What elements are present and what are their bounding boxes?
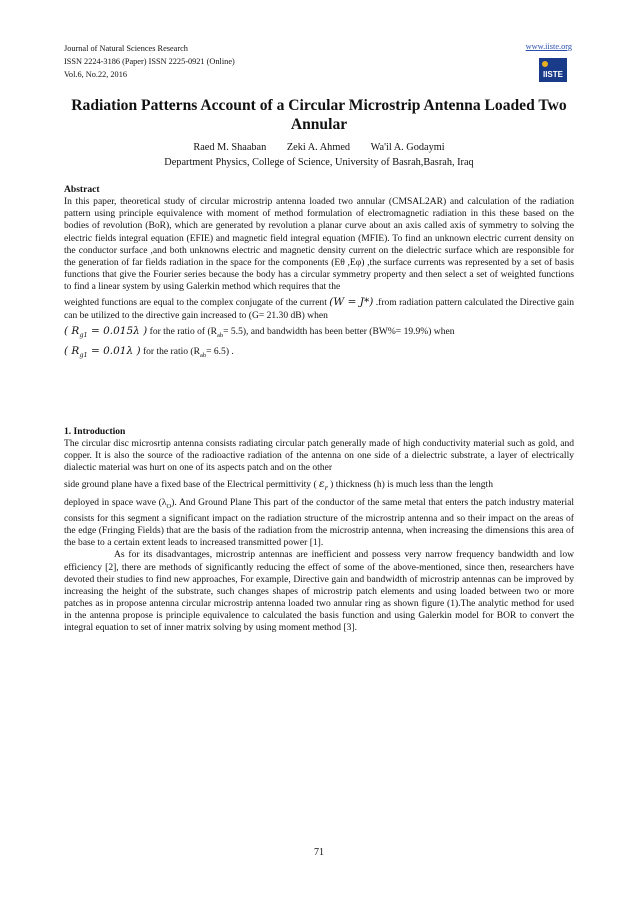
- abstract-paragraph: weighted functions are equal to the complex conjugate of the current (W = J*) .from radiation pattern calculated the Directive gain can be utilized to the directive gain increased to (G= 21.30 dB) when: [64, 296, 575, 321]
- abstract-paragraph: In this paper, theoretical study of circular microstrip antenna loaded two annular (CMSAL2AR) and calculation of the radiation pattern using principle equivalence with moment of method formulation of electromagnetic radiation in this these based on the bodies of revolution (BoR), which are generated by revolution a planar curve about an axis called axis of symmetry to solving the electric fields integral equation (EFIE) and magnetic field integral equation (MFIE). To find an unknown electric current density on the conductor surface ,and both unknowns electric and magnetic density current on the dielectric surface which are responsible for the generation of far fields radiation in the space for the components (Eθ ,Eφ) ,the surface currents was represented by a set of basis functions that give the Fourier series because the body has a circular symmetry property and then select a set of weighted functions to find a linear system by using Galerkin method which requires that the: [64, 196, 574, 293]
- equation-inline: ( $R_{g1} = 0.01\lambda$ ): [64, 344, 141, 359]
- journal-name: Journal of Natural Sciences Research: [64, 44, 188, 53]
- intro-paragraph: As for its disadvantages, microstrip antennas are inefficient and possess very narrow frequency bandwidth and low efficiency [2], there are methods of significantly reducing the effect of some of the above-mentioned, since then, researchers have devoted their studies to find new approaches, For example, Directive gain and bandwidth of microstrip antennas can be improved by increasing the height of the substrate, such changes shapes of microstrip patch elements and using loaded between two or more patches as in propose antenna circular microstrip antenna loaded two annular ring as shown figure (1).The analytic method for used in the antenna propose is principle equivalence to calculated the basis function and using Galerkin model for BOR to convert the integral equation to set of inner matrix solving by using moment method [3].: [64, 549, 574, 634]
- abstract-heading: Abstract: [64, 184, 100, 195]
- svg-text:IISTE: IISTE: [542, 70, 564, 79]
- abstract-paragraph: ( $R_{g1} = 0.01\lambda$ ) for the ratio $(R_{ab}= 6.5)$ .: [64, 344, 234, 359]
- intro-paragraph: side ground plane have a fixed base of the Electrical permittivity ( $\varepsilon_r$ ) thickness (h) is much less than the length: [64, 477, 493, 492]
- affiliation: Department Physics, College of Science, University of Basrah,Basrah, Iraq: [164, 157, 474, 168]
- equation-inline: $\varepsilon_r$: [319, 477, 328, 492]
- author-name: Zeki A. Ahmed: [286, 142, 351, 153]
- abstract-section: [64, 184, 574, 362]
- intro-paragraph: The circular disc microsrtip antenna consists radiating circular patch generally made of high conductivity material such as gold, and copper. It is also the source of the radioactive radiation of the antenna on one side of a dielectric substrate, a layer of electrically dialectic material was hurt on one of its aspects patch and on the other: [64, 438, 574, 474]
- equation-inline: (W = J*): [329, 296, 374, 309]
- introduction-section: [64, 426, 574, 635]
- intro-paragraph: deployed in space wave $(\lambda_O)$. And Ground Plane This part of the conductor of the same metal that enters the patch industry material consists for this segment a significant impact on the radiation structure of the microstrip antenna and so their impact on the areas of the edge (Fringing Fields) that are the basis of the radiation from the microstrip antenna, when increasing the dimensions this area of the base to a certain extent leads to increased transmitted power [1].: [64, 496, 574, 549]
- iiste-logo-icon: [538, 57, 568, 83]
- journal-volume: Vol.6, No.22, 2016: [64, 70, 127, 79]
- author-name: Raed M. Shaaban: [193, 142, 267, 153]
- abstract-paragraph: ( $R_{g1} = 0.015\lambda$ ) for the ratio of $(R_{ab}= 5.5)$, and bandwidth has been better (BW%= 19.9%) when: [64, 324, 455, 339]
- author-name: Wa'il A. Godaymi: [370, 142, 445, 153]
- page-number: 71: [314, 847, 324, 858]
- paper-title: Radiation Patterns Account of a Circular Microstrip Antenna Loaded Two Annular: [71, 97, 567, 133]
- journal-header: [64, 42, 235, 81]
- journal-url-link[interactable]: www.iiste.org: [525, 42, 572, 51]
- equation-inline: ( $R_{g1} = 0.015\lambda$ ): [64, 324, 148, 339]
- journal-issn: ISSN 2224-3186 (Paper) ISSN 2225-0921 (Online): [64, 57, 235, 66]
- author-list: [64, 142, 574, 153]
- introduction-heading: 1. Introduction: [64, 426, 126, 437]
